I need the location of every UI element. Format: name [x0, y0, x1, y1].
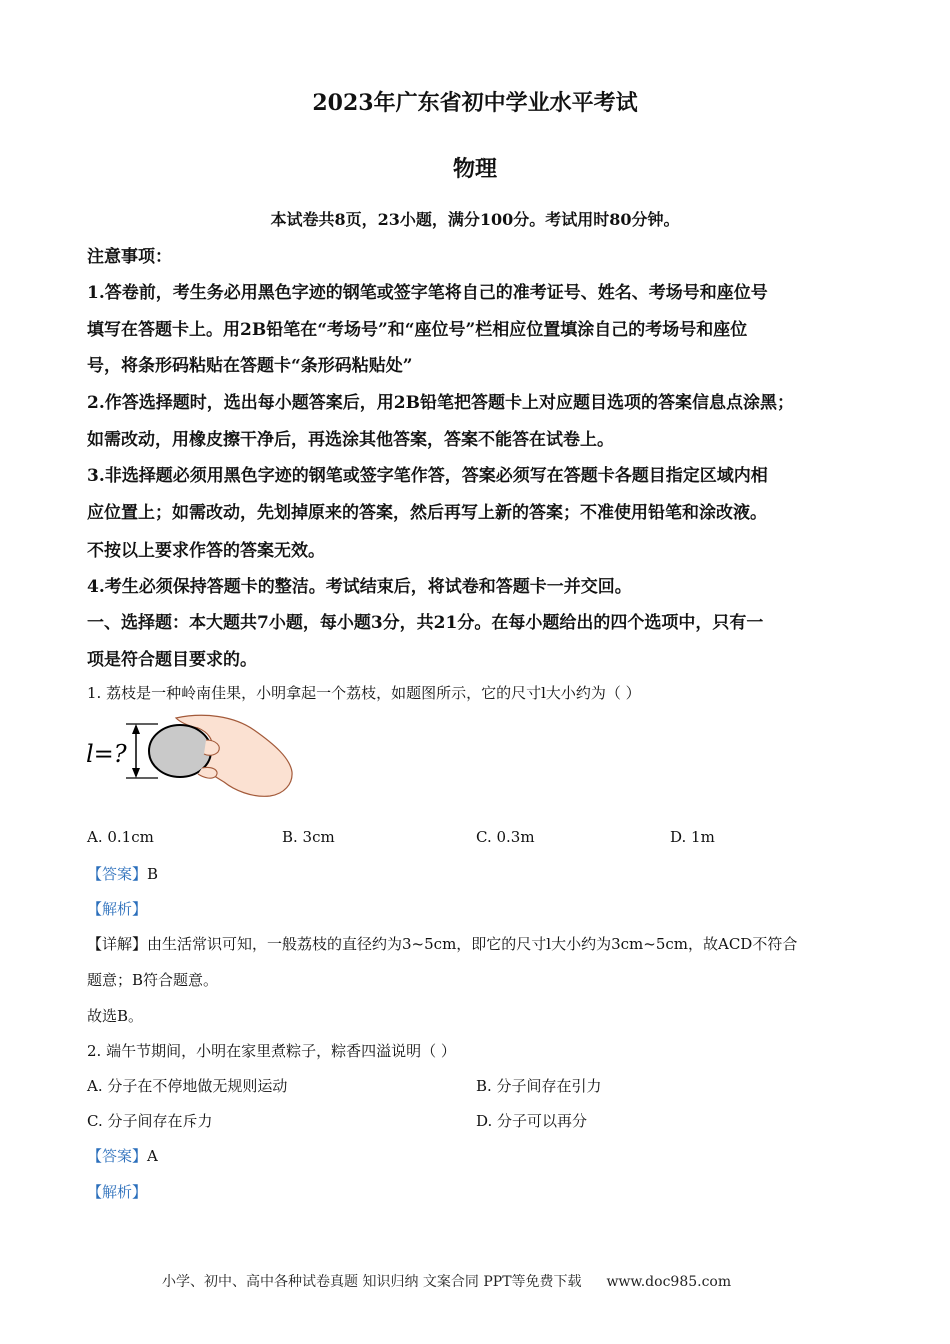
q2-answer — [87, 1145, 158, 1166]
footer-url[interactable]: www.doc985.com — [606, 1274, 732, 1290]
footer — [162, 1271, 731, 1291]
detail-text: 由生活常识可知，一般荔枝的直径约为3~5cm，即它的尺寸l大小约为3cm~5cm，故ACD不符合 — [147, 935, 798, 953]
note-line: 不按以上要求作答的答案无效。 — [87, 541, 325, 561]
note-line: 4.考生必须保持答题卡的整洁。考试结束后，将试卷和答题卡一并交回。 — [87, 577, 632, 597]
note-line: 1.答卷前，考生务必用黑色字迹的钢笔或签字笔将自己的准考证号、姓名、考场号和座位号 — [87, 283, 768, 303]
section-heading: 一、选择题：本大题共7小题，每小题3分，共21分。在每小题给出的四个选项中，只有一 — [87, 613, 764, 633]
q2-option-a: A. 分子在不停地做无规则运动 — [87, 1077, 288, 1095]
q1-option-b: B. 3cm — [282, 828, 335, 846]
q1-detail — [87, 933, 797, 954]
note-line: 3.非选择题必须用黑色字迹的钢笔或签字笔作答，答案必须写在答题卡各题目指定区域内相 — [87, 466, 768, 486]
note-line: 2.作答选择题时，选出每小题答案后，用2B铅笔把答题卡上对应题目选项的答案信息点涂黑； — [87, 393, 794, 413]
answer-value: A — [147, 1147, 158, 1165]
note-line: 应位置上；如需改动，先划掉原来的答案，然后再写上新的答案；不准使用铅笔和涂改液。 — [87, 503, 767, 523]
q1-answer — [87, 863, 158, 884]
q2-stem: 2. 端午节期间，小明在家里煮粽子，粽香四溢说明（ ） — [87, 1042, 456, 1060]
q2-analysis-tag: 【解析】 — [87, 1183, 148, 1201]
footer-text: 小学、初中、高中各种试卷真题 知识归纳 文案合同 PPT等免费下载 — [162, 1274, 582, 1290]
notes-heading: 注意事项： — [87, 247, 172, 267]
section-heading-cont: 项是符合题目要求的。 — [87, 650, 257, 670]
exam-title: 2023年广东省初中学业水平考试 — [312, 90, 638, 116]
q1-figure — [84, 710, 296, 802]
q1-option-d: D. 1m — [670, 828, 715, 846]
q2-option-b: B. 分子间存在引力 — [476, 1077, 602, 1095]
lychee-hand-illustration — [84, 710, 296, 802]
note-line: 填写在答题卡上。用2B铅笔在“考场号”和“座位号”栏相应位置填涂自己的考场号和座位 — [87, 320, 748, 340]
figure-label: l=? — [86, 740, 127, 768]
q1-detail-cont: 题意；B符合题意。 — [87, 971, 219, 989]
q1-conclusion: 故选B。 — [87, 1007, 144, 1025]
q1-analysis-tag: 【解析】 — [87, 900, 148, 918]
q1-option-c: C. 0.3m — [476, 828, 535, 846]
q1-option-a: A. 0.1cm — [87, 828, 154, 846]
note-line: 号，将条形码粘贴在答题卡“条形码粘贴处” — [87, 356, 413, 376]
q2-option-d: D. 分子可以再分 — [476, 1112, 588, 1130]
exam-info: 本试卷共8页，23小题，满分100分。考试用时80分钟。 — [270, 210, 680, 229]
note-line: 如需改动，用橡皮擦干净后，再选涂其他答案，答案不能答在试卷上。 — [87, 430, 614, 450]
detail-tag: 【详解】 — [87, 935, 148, 953]
q2-option-c: C. 分子间存在斥力 — [87, 1112, 213, 1130]
answer-tag: 【答案】 — [87, 865, 148, 883]
subject-title: 物理 — [452, 156, 497, 182]
answer-value: B — [147, 865, 159, 883]
q1-stem: 1. 荔枝是一种岭南佳果，小明拿起一个荔枝，如题图所示，它的尺寸l大小约为（ ） — [87, 684, 641, 702]
answer-tag: 【答案】 — [87, 1147, 148, 1165]
